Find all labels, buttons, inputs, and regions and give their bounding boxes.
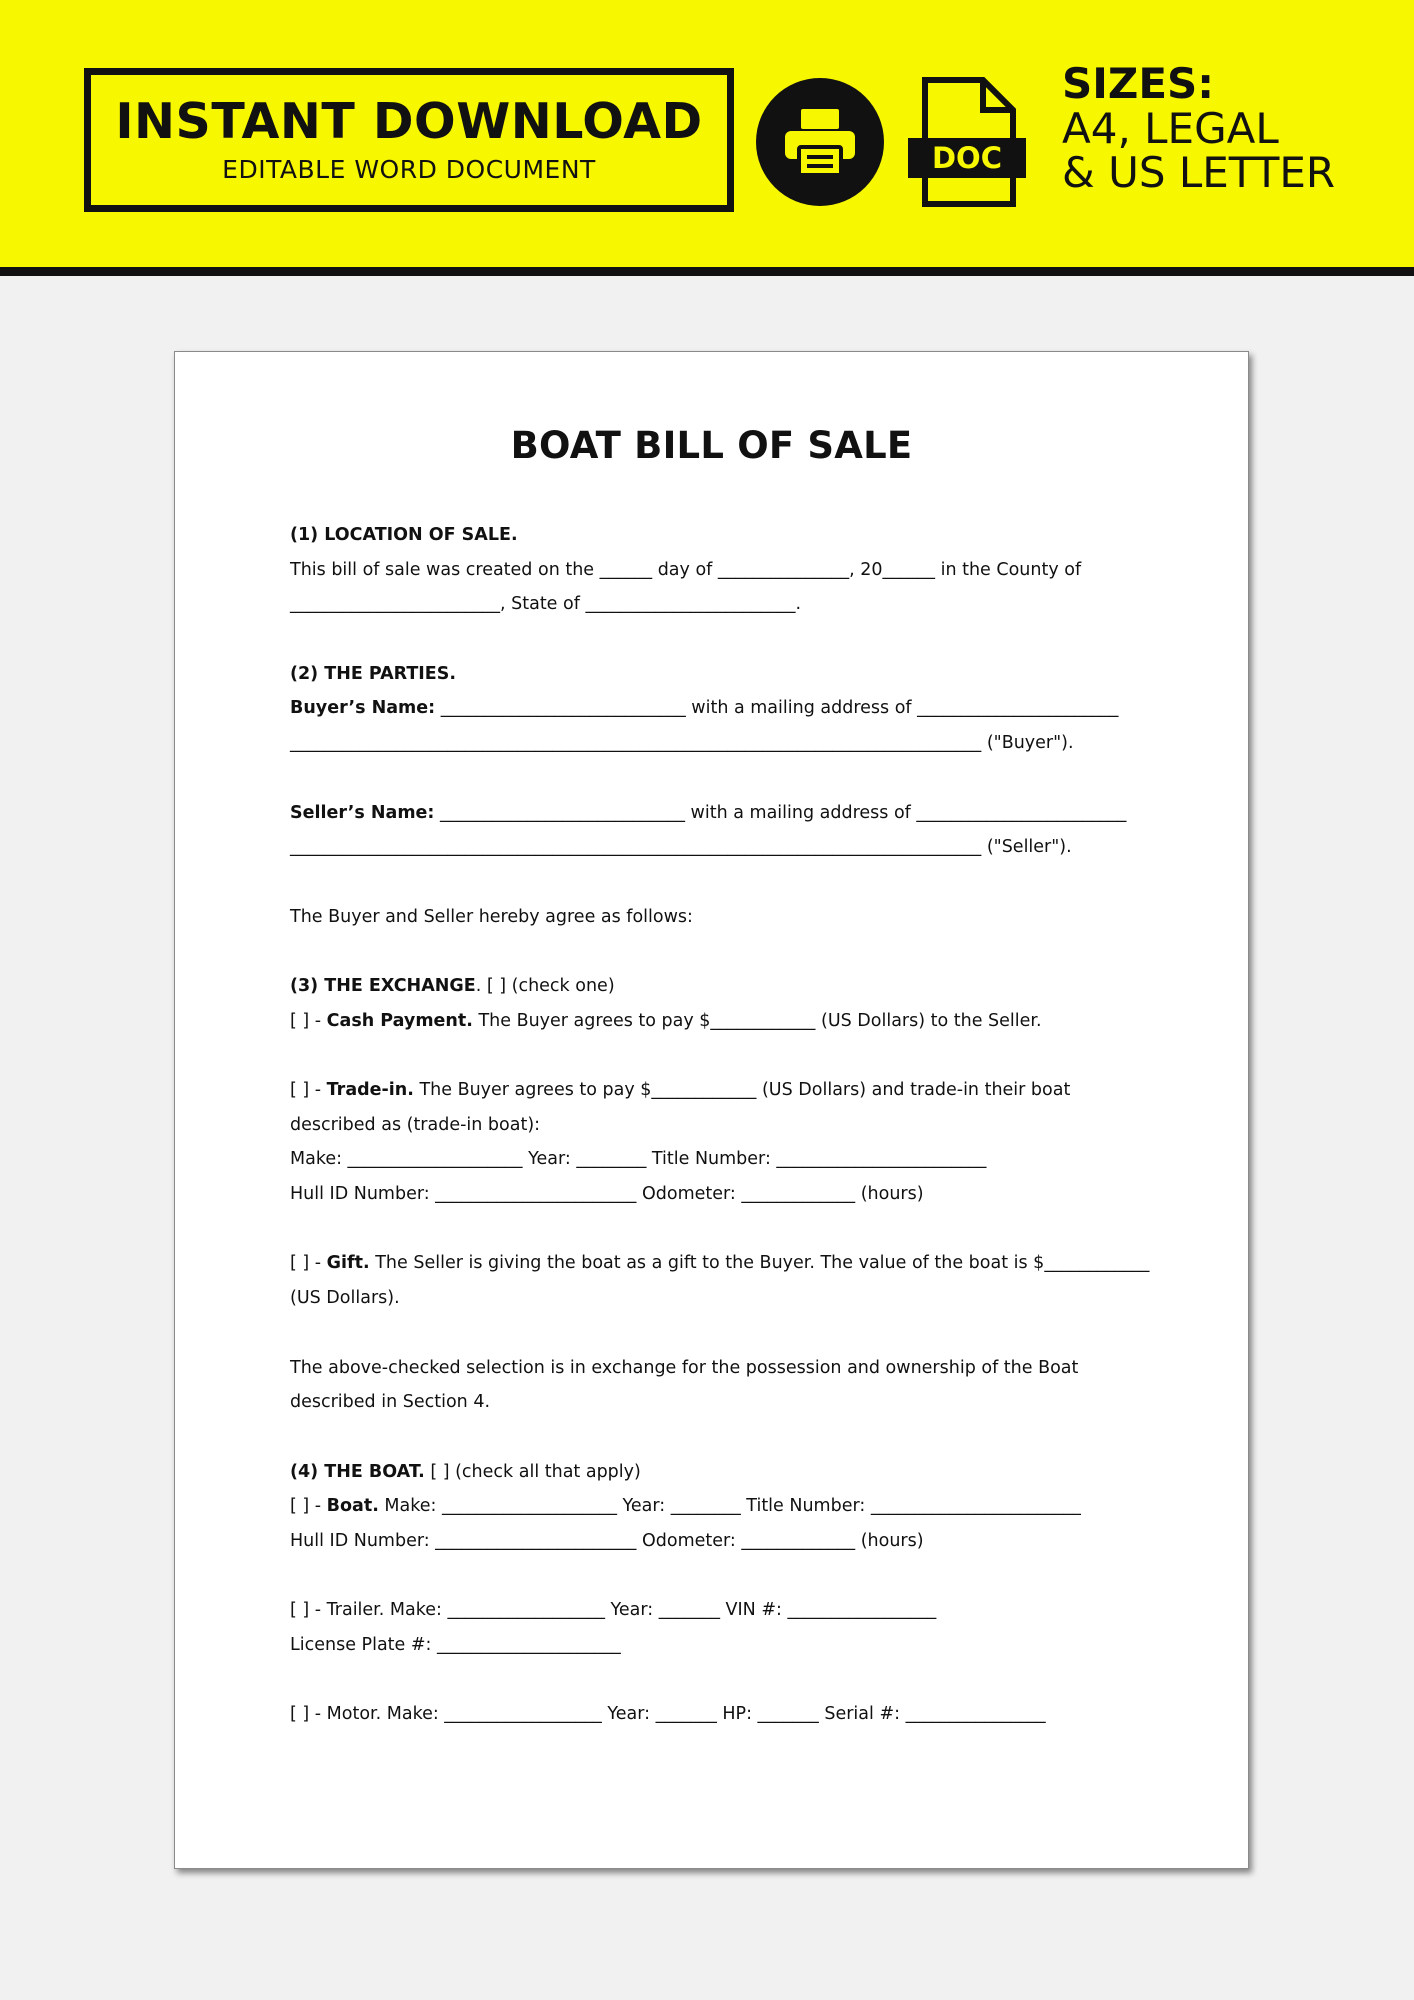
- exchange-note-line-2: described in Section 4.: [290, 1392, 491, 1413]
- doc-file-icon: [905, 76, 1029, 208]
- promo-banner: [0, 0, 1414, 276]
- agreement-text: The Buyer and Seller hereby agree as follows:: [290, 906, 693, 927]
- badge-title: INSTANT DOWNLOAD: [115, 92, 703, 150]
- motor-option: [ ] - Motor. Make: __________________ Year: _______ HP: _______ Serial #: ________________: [290, 1704, 1046, 1725]
- buyer-name-label: Buyer’s Name:: [290, 698, 436, 719]
- seller-name-label: Seller’s Name:: [290, 802, 435, 823]
- sizes-line-2: & US LETTER: [1062, 148, 1336, 198]
- exchange-note-line-1: The above-checked selection is in exchange for the possession and ownership of the Boat: [290, 1357, 1079, 1378]
- instant-download-badge: [84, 68, 734, 212]
- buyer-address-line: _______________________________________________________________________________ ("Buyer").: [290, 733, 1074, 754]
- seller-address-line: _______________________________________________________________________________ ("Seller").: [290, 837, 1072, 858]
- cash-payment-option: [ ] - Cash Payment. The Buyer agrees to pay $____________ (US Dollars) to the Seller.: [290, 1010, 1042, 1031]
- trade-in-option: [ ] - Trade-in. The Buyer agrees to pay $____________ (US Dollars) and trade-in their boat: [290, 1080, 1071, 1100]
- trade-in-line-2: described as (trade-in boat):: [290, 1114, 541, 1135]
- section-1-line-2: ________________________, State of ________________________.: [290, 594, 802, 615]
- trailer-line-2: License Plate #: _____________________: [290, 1635, 621, 1655]
- badge-subtitle: EDITABLE WORD DOCUMENT: [222, 155, 596, 185]
- section-4-heading: (4) THE BOAT. [ ] (check all that apply): [290, 1461, 641, 1482]
- doc-icon-label: DOC: [931, 141, 1003, 175]
- sizes-line-1: A4, LEGAL: [1062, 103, 1279, 153]
- seller-name-line: Seller’s Name: ____________________________ with a mailing address of ________________________: [290, 802, 1127, 823]
- sizes-info: [1062, 59, 1336, 198]
- buyer-name-line: Buyer’s Name: ____________________________ with a mailing address of _______________________: [290, 698, 1119, 719]
- document-page: [174, 351, 1249, 1869]
- section-2-heading: (2) THE PARTIES.: [290, 663, 457, 684]
- section-1-line-1: This bill of sale was created on the ______ day of _______________, 20______ in the County of: [290, 559, 1082, 580]
- document-body: [290, 518, 1150, 1732]
- gift-option: [ ] - Gift. The Seller is giving the boat as a gift to the Buyer. The value of the boat is $____________: [290, 1253, 1150, 1274]
- boat-line-2: Hull ID Number: _______________________ Odometer: _____________ (hours): [290, 1530, 924, 1551]
- sizes-title: SIZES:: [1062, 59, 1215, 108]
- document-title: BOAT BILL OF SALE: [510, 424, 913, 467]
- printer-icon: [756, 78, 884, 206]
- boat-option: [ ] - Boat. Make: ____________________ Year: ________ Title Number: ________________________: [290, 1496, 1081, 1517]
- trade-in-line-4: Hull ID Number: _______________________ Odometer: _____________ (hours): [290, 1184, 924, 1205]
- trailer-option: [ ] - Trailer. Make: __________________ Year: _______ VIN #: _________________: [290, 1600, 937, 1621]
- section-1-heading: (1) LOCATION OF SALE.: [290, 525, 518, 545]
- section-3-heading: (3) THE EXCHANGE. [ ] (check one): [290, 975, 615, 996]
- gift-line-2: (US Dollars).: [290, 1288, 400, 1309]
- trade-in-line-3: Make: ____________________ Year: ________ Title Number: ________________________: [290, 1149, 987, 1170]
